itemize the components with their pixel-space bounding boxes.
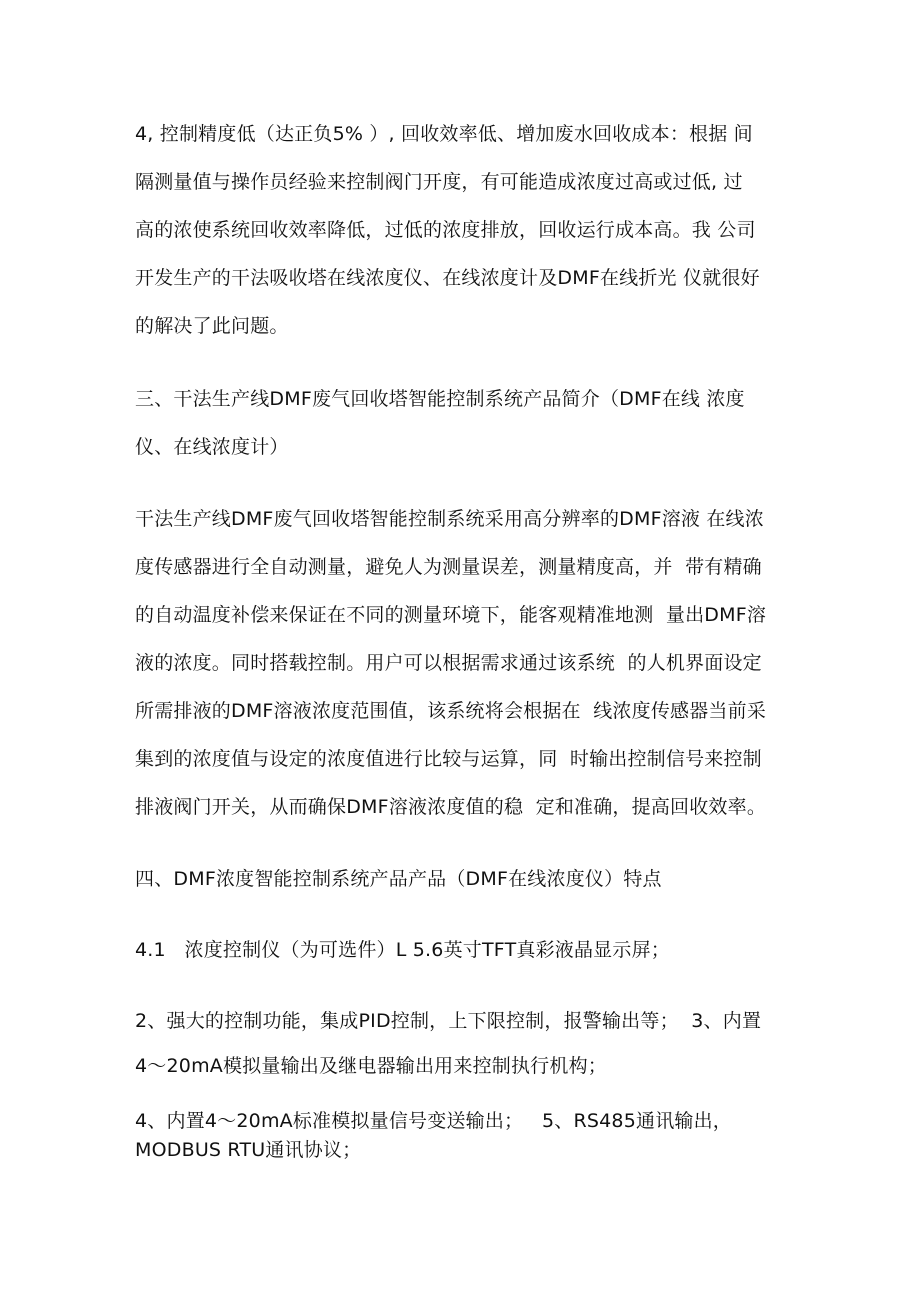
section-3-heading-line-2: 仪、在线浓度计） — [135, 436, 289, 458]
paragraph-1-line-2: 隔测量值与操作员经验来控制阀门开度，有可能造成浓度过高或过低, 过 — [135, 171, 743, 193]
feature-items-2-3-line-2: 4～20mA模拟量输出及继电器输出用来控制执行机构； — [135, 1055, 607, 1077]
paragraph-3-line-2: 度传感器进行全自动测量，避免人为测量误差，测量精度高，并 带有精确 — [135, 556, 762, 578]
paragraph-3-line-7: 排液阀门开关，从而确保DMF溶液浓度值的稳 定和准确，提高回收效率。 — [135, 796, 767, 818]
paragraph-1-line-4: 开发生产的干法吸收塔在线浓度仪、在线浓度计及DMF在线折光 仪就很好 — [135, 267, 760, 289]
paragraph-3-line-6: 集到的浓度值与设定的浓度值进行比较与运算，同 时输出控制信号来控制 — [135, 748, 762, 770]
paragraph-3-line-1: 干法生产线DMF废气回收塔智能控制系统采用高分辨率的DMF溶液 在线浓 — [135, 508, 764, 530]
paragraph-3-line-5: 所需排液的DMF溶液浓度范围值，该系统将会根据在 线浓度传感器当前采 — [135, 700, 767, 722]
feature-items-4-5-line-1: 4、内置4～20mA标准模拟量信号变送输出； 5、RS485通讯输出， — [135, 1110, 732, 1132]
section-4-heading: 四、DMF浓度智能控制系统产品产品（DMF在线浓度仪）特点 — [135, 868, 662, 890]
paragraph-1-line-1: 4, 控制精度低（达正负5% ）, 回收效率低、增加废水回收成本：根据 间 — [135, 123, 753, 145]
feature-items-2-3-line-1: 2、强大的控制功能，集成PID控制，上下限控制，报警输出等； 3、内置 — [135, 1010, 762, 1032]
section-3-heading-line-1: 三、干法生产线DMF废气回收塔智能控制系统产品简介（DMF在线 浓度 — [135, 388, 745, 410]
feature-items-4-5-line-2: MODBUS RTU通讯协议； — [135, 1139, 362, 1161]
feature-item-4-1: 4.1 浓度控制仪（为可选件）L 5.6英寸TFT真彩液晶显示屏； — [135, 939, 670, 961]
paragraph-3-line-3: 的自动温度补偿来保证在不同的测量环境下，能客观精准地测 量出DMF溶 — [135, 604, 767, 626]
paragraph-1-line-5: 的解决了此问题。 — [135, 315, 289, 337]
paragraph-1-line-3: 高的浓使系统回收效率降低，过低的浓度排放，回收运行成本高。我 公司 — [135, 219, 756, 241]
paragraph-3-line-4: 液的浓度。同时搭载控制。用户可以根据需求通过该系统 的人机界面设定 — [135, 652, 762, 674]
